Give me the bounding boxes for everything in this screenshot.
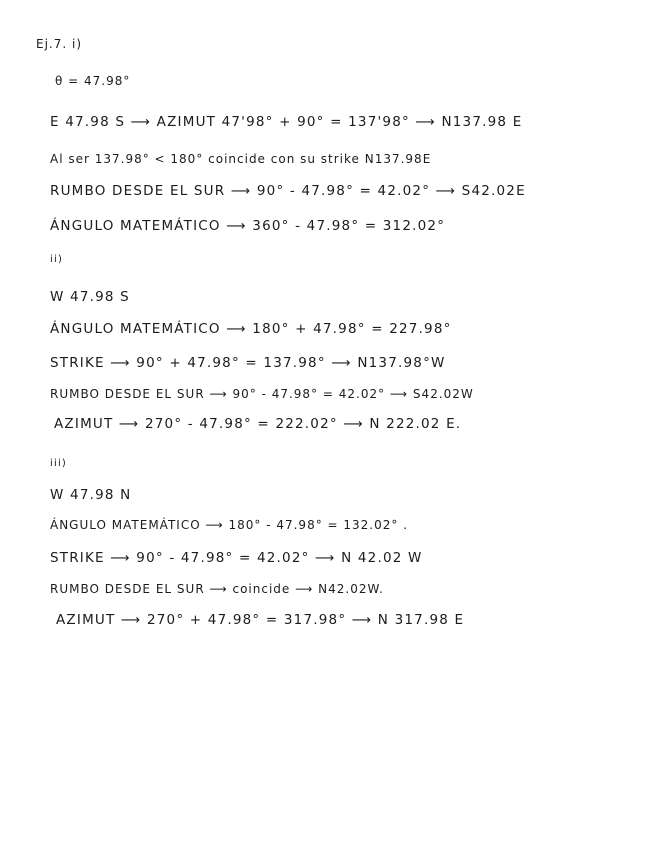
part2-strike-line: STRIKE ⟶ 90° + 47.98° = 137.98° ⟶ N137.98°W bbox=[50, 355, 446, 371]
exercise-heading: Ej.7. i) bbox=[36, 37, 83, 51]
part1-strike-note-line: Al ser 137.98° < 180° coincide con su strike N137.98E bbox=[50, 152, 432, 166]
part3-label: iii) bbox=[50, 458, 68, 469]
part2-angulo-line: ÁNGULO MATEMÁTICO ⟶ 180° + 47.98° = 227.98° bbox=[50, 321, 452, 337]
part1-angulo-line: ÁNGULO MATEMÁTICO ⟶ 360° - 47.98° = 312.02° bbox=[50, 218, 446, 234]
part3-azimut-line: AZIMUT ⟶ 270° + 47.98° = 317.98° ⟶ N 317.98 E bbox=[56, 612, 465, 628]
part3-rumbo-line: RUMBO DESDE EL SUR ⟶ coincide ⟶ N42.02W. bbox=[50, 582, 384, 596]
part2-rumbo-line: RUMBO DESDE EL SUR ⟶ 90° - 47.98° = 42.02° ⟶ S42.02W bbox=[50, 387, 474, 401]
theta-value-line: θ = 47.98° bbox=[55, 74, 131, 88]
part3-direction-line: W 47.98 N bbox=[50, 487, 132, 503]
part3-angulo-line: ÁNGULO MATEMÁTICO ⟶ 180° - 47.98° = 132.02° . bbox=[50, 518, 409, 532]
part1-rumbo-line: RUMBO DESDE EL SUR ⟶ 90° - 47.98° = 42.02° ⟶ S42.02E bbox=[50, 183, 526, 199]
part2-direction-line: W 47.98 S bbox=[50, 289, 130, 305]
part1-azimut-line: E 47.98 S ⟶ AZIMUT 47'98° + 90° = 137'98° ⟶ N137.98 E bbox=[50, 114, 523, 130]
part3-strike-line: STRIKE ⟶ 90° - 47.98° = 42.02° ⟶ N 42.02 W bbox=[50, 550, 423, 566]
part2-label: ii) bbox=[50, 254, 64, 265]
part2-azimut-line: AZIMUT ⟶ 270° - 47.98° = 222.02° ⟶ N 222.02 E. bbox=[54, 416, 462, 432]
